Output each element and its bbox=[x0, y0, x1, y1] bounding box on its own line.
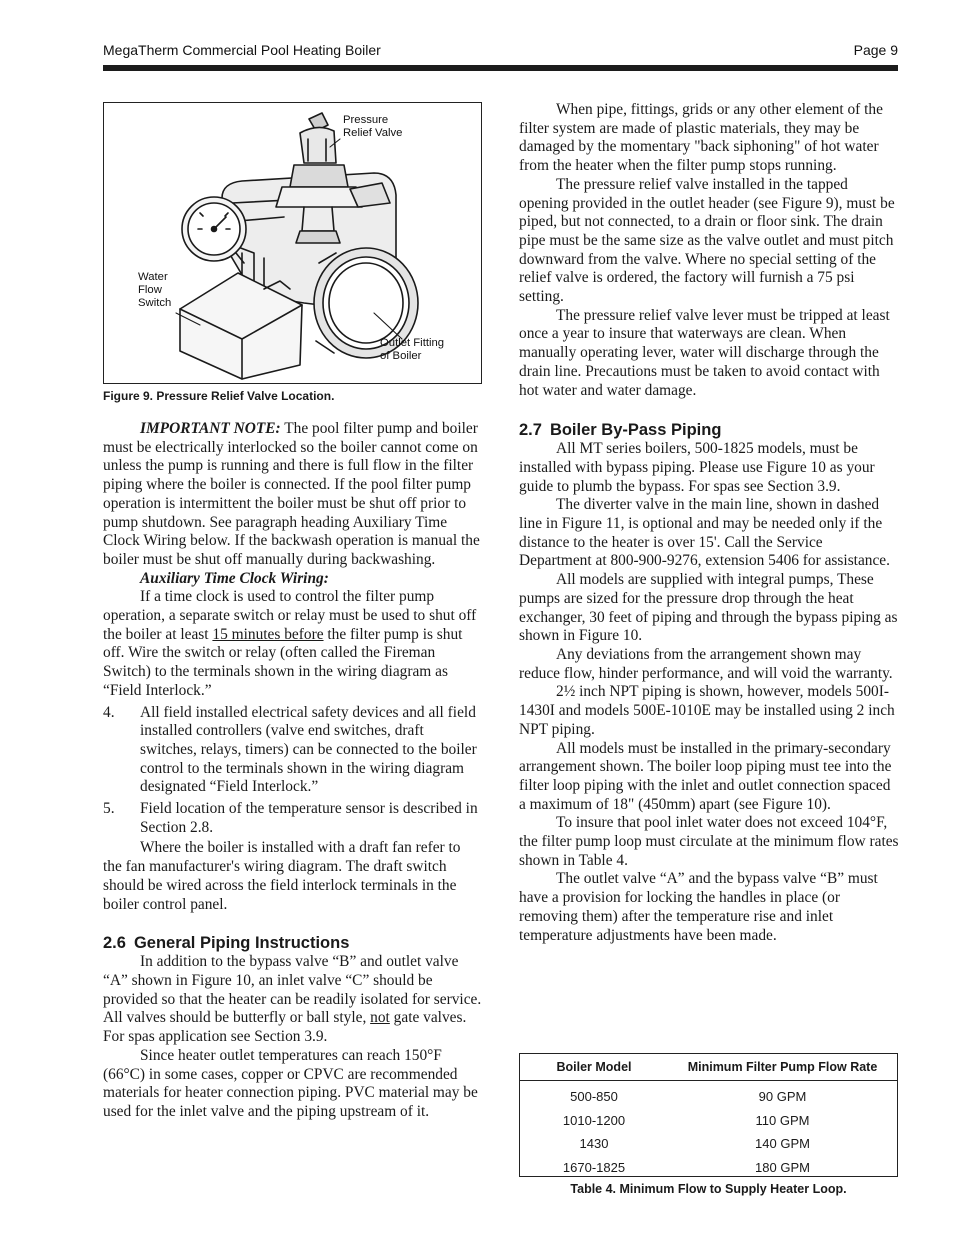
section-2-7-paragraph: The diverter valve in the main line, shown in dashed line in Figure 11, is optional and may be needed only if the distance to the heater is over 15'. Call the Service Department at 800-900-9276, extension 5406 for assistance. bbox=[519, 496, 890, 570]
table-header-row bbox=[520, 1054, 897, 1081]
aux-time-clock-heading: Auxiliary Time Clock Wiring: bbox=[140, 569, 329, 587]
table-header-flow-rate: Minimum Filter Pump Flow Rate bbox=[687, 1060, 878, 1074]
figure-9-pressure-relief-valve bbox=[103, 102, 482, 384]
section-2-7-heading: 2.7 Boiler By-Pass Piping bbox=[519, 421, 722, 440]
page-number: Page 9 bbox=[853, 42, 898, 58]
underlined-not: not bbox=[370, 1009, 390, 1027]
table-cell-flow-rate: 180 GPM bbox=[755, 1159, 810, 1175]
pressure-gauge-icon bbox=[182, 197, 246, 263]
table-body bbox=[520, 1081, 897, 1179]
left-column bbox=[103, 420, 483, 1122]
table-cell-boiler-model: 1670-1825 bbox=[562, 1159, 626, 1175]
plastic-materials-paragraph: When pipe, fittings, grids or any other element of the filter system are made of plastic materials, they may be damaged by the momentary "back siphoning" of hot water from the heater when the filter pump stops running. bbox=[519, 101, 883, 175]
section-2-7-paragraph: To insure that pool inlet water does not exceed 104°F, the filter pump loop must circulate at the minimum flow rates shown in Table 4. bbox=[519, 814, 899, 869]
section-2-6-paragraph-1: In addition to the bypass valve “B” and outlet valve “A” shown in Figure 10, an inlet valve “C” should be provided so that the heater can be readily isolated for service. All valves should be butterfly or ball style, not gate valves. For spas application see Section 3.9. bbox=[103, 953, 482, 1046]
figure-9-caption: Figure 9. Pressure Relief Valve Location. bbox=[103, 389, 335, 403]
running-header-title: MegaTherm Commercial Pool Heating Boiler bbox=[103, 42, 381, 58]
section-2-6-heading: 2.6 General Piping Instructions bbox=[103, 934, 350, 953]
section-2-7-paragraph: All models must be installed in the primary-secondary arrangement shown. The boiler loop piping must tee into the filter loop piping with the inlet and outlet connection spaced a maximum of 18" (450mm) apart (see Figure 10). bbox=[519, 739, 892, 813]
right-column bbox=[519, 101, 899, 945]
callout-pressure-relief-valve: Pressure Relief Valve bbox=[343, 114, 403, 140]
numbered-item-4: 4. All field installed electrical safety devices and all field installed controllers (valve end switches, draft switches, relays, timers) can be connected to the boiler control to the terminals shown in the wiring diagram designated “Field Interlock.” bbox=[103, 703, 477, 796]
numbered-item-5: 5. Field location of the temperature sensor is described in Section 2.8. bbox=[103, 800, 478, 836]
table-row bbox=[520, 1156, 897, 1180]
section-2-7-paragraph: 2½ inch NPT piping is shown, however, models 500I-1430I and models 500E-1010E may be installed using 2 inch NPT piping. bbox=[519, 683, 895, 738]
important-note-paragraph bbox=[103, 420, 483, 570]
table-row bbox=[520, 1085, 897, 1109]
table-4-min-flow bbox=[519, 1053, 898, 1177]
table-4-caption: Table 4. Minimum Flow to Supply Heater Loop. bbox=[570, 1182, 847, 1196]
table-cell-boiler-model: 1010-1200 bbox=[562, 1112, 626, 1128]
section-2-6-paragraph-2: Since heater outlet temperatures can reach 150°F (66°C) in some cases, copper or CPVC are recommended materials for heater connection piping. PVC material may be used for the inlet valve and the piping upstream of it. bbox=[103, 1046, 478, 1120]
section-2-7-paragraph: Any deviations from the arrangement shown may reduce flow, hinder performance, and will void the warranty. bbox=[519, 645, 893, 682]
callout-outlet-fitting: Outlet Fitting of Boiler bbox=[380, 337, 445, 363]
section-2-7-paragraph: All MT series boilers, 500-1825 models, must be installed with bypass piping. Please use Figure 10 as your guide to plumb the bypass. For spas see Section 3.9. bbox=[519, 440, 875, 495]
table-row bbox=[520, 1109, 897, 1133]
table-cell-boiler-model: 1430 bbox=[579, 1136, 609, 1152]
section-2-7-paragraph: All models are supplied with integral pumps, These pumps are sized for the pressure drop through the heat exchanger, 30 feet of piping and through the bypass piping as shown in Figure 10. bbox=[519, 571, 898, 645]
table-cell-flow-rate: 110 GPM bbox=[755, 1112, 810, 1128]
table-cell-flow-rate: 140 GPM bbox=[755, 1136, 810, 1152]
callout-water-flow-switch: Water Flow Switch bbox=[138, 271, 172, 310]
important-note-label: IMPORTANT NOTE: bbox=[140, 420, 281, 437]
important-note-text: The pool filter pump and boiler must be electrically interlocked so the boiler cannot come on unless the pump is running and there is full flow in the filter piping where the boiler is connected. If the pool filter pump operation is intermittent the boiler must be shut off prior to pump shutdown. See paragraph heading Auxiliary Time Clock Wiring below. If the backwash operation is manual the boiler must be shut off manually during backwashing. bbox=[103, 420, 480, 568]
section-2-7-paragraph: The outlet valve “A” and the bypass valve “B” must have a provision for locking the handles in place (or removing them) after the temperature rise and inlet temperature adjustments have been made. bbox=[519, 870, 878, 944]
relief-valve-lever-paragraph: The pressure relief valve lever must be tripped at least once a year to insure that waterways are clean. When manually operating lever, water will discharge through the drain line. Precautions must be taken to avoid contact with hot water and water damage. bbox=[519, 306, 890, 399]
header-rule bbox=[103, 65, 898, 71]
relief-valve-piping-paragraph: The pressure relief valve installed in the tapped opening provided in the outlet header (see Figure 9), must be piped, but not connected, to a drain or floor sink. The drain pipe must be the same size as the valve outlet and must pitch downward from the valve. Where no special setting of the relief valve is ordered, the factory will furnish a 75 psi setting. bbox=[519, 175, 895, 306]
underlined-15-minutes: 15 minutes before bbox=[212, 625, 324, 643]
table-header-boiler-model: Boiler Model bbox=[556, 1060, 632, 1074]
draft-fan-paragraph: Where the boiler is installed with a draft fan refer to the fan manufacturer's wiring diagram. The draft switch should be wired across the field interlock terminals in the boiler control panel. bbox=[103, 839, 461, 913]
table-row bbox=[520, 1132, 897, 1156]
aux-time-clock-paragraph: If a time clock is used to control the filter pump operation, a separate switch or relay must be used to shut off the boiler at least 15 minutes before the filter pump is shut off. Wire the switch or relay (often called the Fireman Switch) to the terminals shown in the wiring diagram as “Field Interlock.” bbox=[103, 588, 477, 699]
table-cell-flow-rate: 90 GPM bbox=[758, 1089, 807, 1105]
table-cell-boiler-model: 500-850 bbox=[570, 1089, 618, 1105]
